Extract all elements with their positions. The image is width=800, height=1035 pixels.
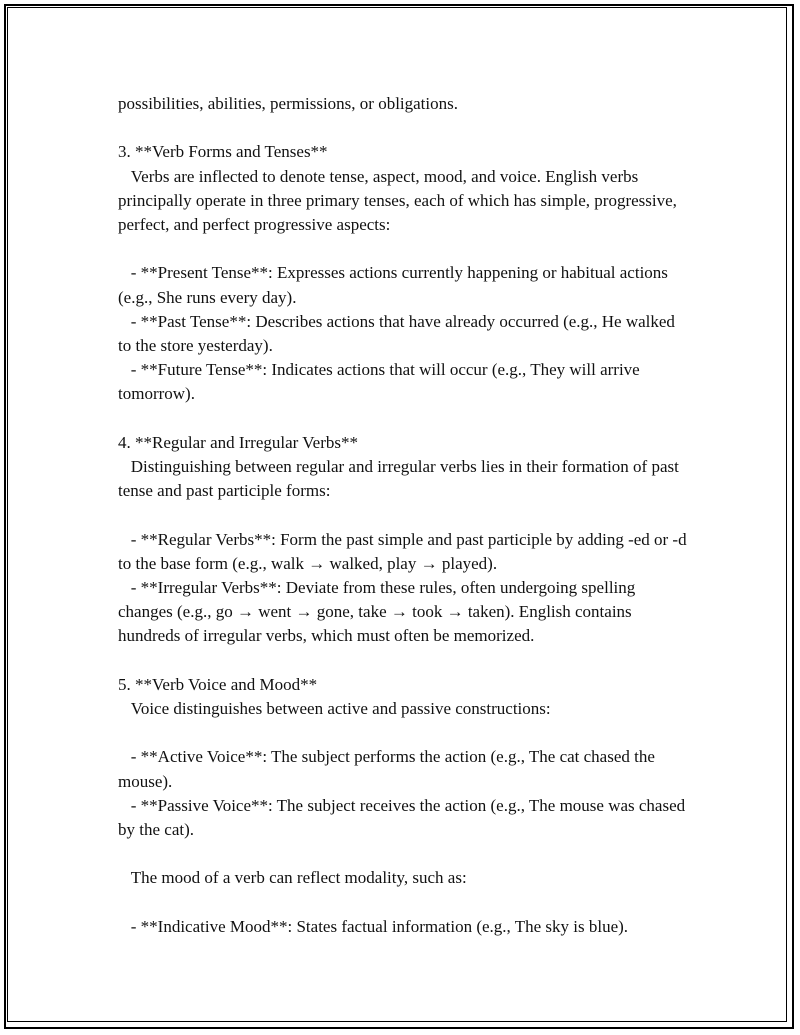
list-item: - **Irregular Verbs**: Deviate from these rules, often undergoing spelling changes (e.g., go → went → gone, take → took → taken). English contains hundreds of irregular verbs, which must often be memorized. xyxy=(118,578,640,646)
blank-line xyxy=(118,116,688,140)
paragraph: Voice distinguishes between active and passive constructions: xyxy=(118,699,551,718)
blank-line xyxy=(118,891,688,915)
paragraph: Verbs are inflected to denote tense, aspect, mood, and voice. English verbs principally operate in three primary tenses, each of which has simple, progressive, perfect, and perfect progressive aspects: xyxy=(118,166,682,234)
blank-line xyxy=(118,721,688,745)
list-item: - **Active Voice**: The subject performs the action (e.g., The cat chased the mouse). xyxy=(118,747,660,791)
paragraph: Distinguishing between regular and irregular verbs lies in their formation of past tense and past participle forms: xyxy=(118,457,684,501)
blank-line xyxy=(118,237,688,261)
blank-line xyxy=(118,407,688,431)
list-item: - **Past Tense**: Describes actions that have already occurred (e.g., He walked to the store yesterday). xyxy=(118,311,680,355)
list-item: - **Indicative Mood**: States factual information (e.g., The sky is blue). xyxy=(118,916,629,936)
text-line: possibilities, abilities, permissions, or obligations. xyxy=(118,94,458,113)
section-heading: 4. **Regular and Irregular Verbs** xyxy=(118,432,358,452)
blank-line xyxy=(118,842,688,866)
list-item: - **Regular Verbs**: Form the past simple and past participle by adding -ed or -d to the base form (e.g., walk → walked, play → played). xyxy=(118,529,691,573)
list-item: - **Present Tense**: Expresses actions currently happening or habitual actions (e.g., She runs every day). xyxy=(118,263,673,307)
blank-line xyxy=(118,503,688,527)
list-item: - **Future Tense**: Indicates actions that will occur (e.g., They will arrive tomorrow). xyxy=(118,360,644,404)
list-item: - **Passive Voice**: The subject receives the action (e.g., The mouse was chased by the cat). xyxy=(118,795,690,839)
section-heading: 5. **Verb Voice and Mood** xyxy=(118,674,318,694)
blank-line xyxy=(118,649,688,673)
section-heading: 3. **Verb Forms and Tenses** xyxy=(118,142,328,162)
document-body xyxy=(118,92,691,939)
paragraph: The mood of a verb can reflect modality, such as: xyxy=(118,868,467,888)
